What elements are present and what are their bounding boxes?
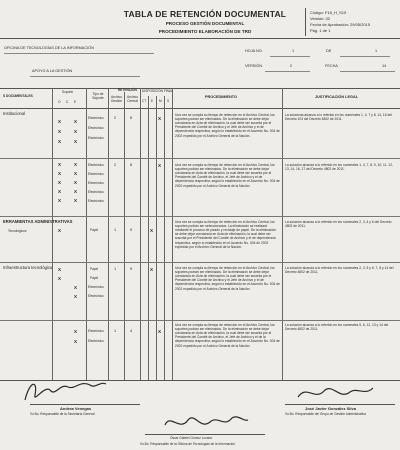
justificacion-cell: La solución alcanza a lo referido en los numerales 2, 3, 4 y 6 del Decreto 4802 de 2011. bbox=[285, 220, 392, 229]
col-soporte: Soporte bbox=[62, 90, 74, 94]
code-box bbox=[305, 8, 398, 36]
gestion-value: 2 bbox=[114, 163, 117, 167]
col-line bbox=[124, 92, 125, 380]
procedimiento-cell: Una vez se cumpla su tiempo de retención en el Archivo Central, los soportes podrán ser eliminados. De la eliminación se debe dejar constancia en Acta de eliminación, la cual debe ser suscrita por el Presidente del Comité de Archivo y el Jefe de Archivo y el de dependencia respectiva, según lo establecido en el Acuerdo No. 004 de 2002 expedido por el Archivo General de la Nación. bbox=[175, 113, 280, 138]
procedimiento-cell: Una vez se cumpla su tiempo de retención en el Archivo Central, los soportes podrán ser eliminados. De la eliminación se debe dejar constancia en Acta de eliminación, la cual debe ser suscrita por el Presidente del Comité de Archivo, el Jefe de Archivo y el de dependencia respectiva, según lo establecido en el Acuerdo No. 004 de 2002 expedido por el Archivo General de la Nación. bbox=[175, 163, 280, 188]
tipo-cell: Electrónico bbox=[88, 190, 104, 194]
code-line: Pág. 1 de 1 bbox=[310, 28, 331, 33]
tipo-cell: Electrónico bbox=[88, 181, 104, 185]
mark-x: X bbox=[74, 339, 78, 344]
fecha-value: 14 bbox=[382, 64, 387, 68]
col-line bbox=[148, 96, 149, 380]
mark-x: X bbox=[74, 189, 78, 194]
signer-right-name: José Javier González Silva bbox=[305, 406, 356, 411]
divider bbox=[4, 53, 154, 54]
mark-x: X bbox=[74, 285, 78, 290]
divider bbox=[265, 71, 310, 72]
procedimiento-cell: Una vez se cumpla su tiempo de retención en el Archivo Central, los soportes podrán ser eliminados. De la eliminación se debe dejar constancia en Acta de eliminación, la cual debe ser suscrita por el Presidente del Comité de Archivo y el Jefe de Archivo y el de dependencia respectiva, según lo establecido en el Acuerdo No. 004 de 2002 expedido por el Archivo General de la Nación. bbox=[175, 266, 280, 291]
mark-x: X bbox=[74, 119, 78, 124]
document-title: TABLA DE RETENCIÓN DOCUMENTAL bbox=[123, 9, 287, 19]
col-line bbox=[108, 88, 109, 380]
row-line bbox=[0, 262, 400, 263]
sop-o: O bbox=[58, 100, 61, 104]
divider bbox=[340, 56, 390, 57]
mark-x: X bbox=[158, 329, 162, 334]
document-subtitle-2: PROCEDIMIENTO ELABORACIÓN DE TRD bbox=[158, 29, 252, 34]
tipo-cell: Papel bbox=[90, 276, 99, 280]
gestion-value: 1 bbox=[114, 228, 117, 232]
col-central: Archivo Central bbox=[127, 95, 138, 104]
disp-m: M bbox=[159, 99, 162, 103]
table-border bbox=[0, 88, 400, 89]
mark-x: X bbox=[74, 139, 78, 144]
col-disposicion: DISPOSICIÓN FINAL bbox=[142, 89, 173, 93]
justificacion-cell: La soluciona alcanza a lo referido en los numerales 1, 4, 7 y 8, 14, 16 del Decreto 103 del Decreto 4802 de 2011. bbox=[285, 113, 392, 122]
series-label: Infraestructura tecnológica bbox=[3, 265, 53, 270]
col-line bbox=[52, 88, 53, 380]
mark-x: X bbox=[58, 228, 62, 233]
signer-right-role: Vo.Bo. Responsable del Grupo de Gestión Administrativa bbox=[285, 412, 366, 416]
signature-line bbox=[285, 404, 395, 405]
procedimiento-cell: Una vez se cumpla su tiempo de retención en el Archivo Central, los soportes podrán ser eliminados. De la eliminación se debe dejar constancia en Acta de eliminación, la cual debe ser suscrita por el Presidente del Comité de Archivo, el Jefe de Archivo y el de la dependencia respectiva, según lo establecido en el Acuerdo No. 004 de 2002 expedido por el Archivo General de la Nación. bbox=[175, 323, 280, 348]
mark-x: X bbox=[58, 189, 62, 194]
mark-x: X bbox=[58, 267, 62, 272]
signature-right bbox=[295, 382, 375, 404]
support-label: APOYO A LA GESTIÓN bbox=[32, 69, 73, 73]
disp-e: E bbox=[151, 99, 154, 103]
col-procedimiento: PROCEDIMIENTO bbox=[205, 95, 237, 99]
sop-c: C bbox=[66, 100, 69, 104]
mark-x: X bbox=[74, 171, 78, 176]
code-line: Código: F16_H_S10 bbox=[310, 10, 347, 15]
mark-x: X bbox=[74, 129, 78, 134]
hoja-label: HOJA NO. bbox=[245, 49, 263, 53]
signature-line bbox=[30, 404, 140, 405]
document-subtitle: PROCESO GESTIÓN DOCUMENTAL bbox=[165, 21, 245, 26]
signer-center-name: Óscar Gabriel Gómez Lozano bbox=[170, 436, 213, 440]
col-tipo: Tipo de Soporte bbox=[92, 92, 104, 101]
col-line bbox=[140, 88, 141, 380]
mark-x: X bbox=[158, 116, 162, 121]
table-border bbox=[0, 108, 400, 109]
code-line: Fecha de Aprobación: 29/05/2015 bbox=[310, 22, 371, 27]
mark-x: X bbox=[58, 198, 62, 203]
col-line bbox=[282, 88, 283, 380]
mark-x: X bbox=[74, 198, 78, 203]
signer-left-role: Vo.Bo. Responsable de la Secretaría General bbox=[30, 412, 95, 416]
tipo-cell: Electrónico bbox=[88, 163, 104, 167]
central-value: 4 bbox=[130, 329, 133, 333]
gestion-value: 2 bbox=[114, 116, 117, 120]
mark-x: X bbox=[58, 180, 62, 185]
tipo-cell: Electrónico bbox=[88, 339, 104, 343]
signature-center bbox=[160, 410, 250, 435]
sop-e: E bbox=[74, 100, 77, 104]
tipo-cell: Papel bbox=[90, 228, 99, 232]
tipo-cell: Electrónico bbox=[88, 116, 104, 120]
series-label: Institucional bbox=[3, 111, 26, 116]
office-label: OFICINA DE TECNOLOGÍAS DE LA INFORMACIÓN bbox=[4, 46, 94, 50]
procedimiento-cell: Una vez se cumpla su tiempo de retención en el Archivo Central, los soportes podrán ser seleccionados. La eliminación se realizará mediante el proceso de picado y reciclaje de papel. De la eliminación se debe dejar constancia en Acta de eliminación, la cual debe ser suscrita por el Presidente del Comité de Archivo y el de dependencia respectiva, según lo establecido en el Acuerdo No. 004 de 2002 expedido por el Archivo General de la Nación. bbox=[175, 220, 276, 249]
divider bbox=[30, 76, 140, 77]
row-line bbox=[0, 320, 400, 321]
col-justificacion: JUSTIFICACIÓN LEGAL bbox=[315, 95, 359, 99]
central-value: 9 bbox=[130, 267, 133, 271]
row-line bbox=[0, 216, 400, 217]
tipo-cell: Electrónico bbox=[88, 172, 104, 176]
fecha-label: FECHA bbox=[325, 64, 338, 68]
divider bbox=[340, 71, 395, 72]
mark-x: X bbox=[150, 228, 154, 233]
col-series: S DOCUMENTALES bbox=[3, 94, 33, 98]
tipo-cell: Papel bbox=[90, 267, 99, 271]
col-gestion: Archivo Gestión bbox=[110, 95, 123, 104]
subseries-label: Tecnológicos bbox=[8, 229, 27, 233]
de-label: DE bbox=[326, 49, 332, 53]
hoja-value: 1 bbox=[292, 49, 295, 53]
mark-x: X bbox=[58, 119, 62, 124]
series-label: ERRAMIENTAS ADMINISTRATIVAS bbox=[3, 219, 73, 224]
tipo-cell: Electrónico bbox=[88, 329, 104, 333]
mark-x: X bbox=[58, 162, 62, 167]
central-value: 8 bbox=[130, 163, 133, 167]
tipo-cell: Electrónico bbox=[88, 294, 104, 298]
gestion-value: 1 bbox=[114, 329, 117, 333]
tipo-cell: Electrónico bbox=[88, 199, 104, 203]
signer-left-name: Andrea Venegas bbox=[60, 406, 92, 411]
col-retencion: RETENCIÓN bbox=[118, 88, 137, 92]
version-label: VERSIÓN bbox=[245, 64, 263, 68]
signer-center-role: Vo.Bo. Responsable de la Oficina de Tecnologías de la Información bbox=[140, 442, 236, 446]
justificacion-cell: La solución alcanza a lo referido en los numerales 1, 4, 7, 8, 9, 10, 11, 12, 13, 14, 16, 17 del Decreto 4802 de 2011. bbox=[285, 163, 393, 172]
disp-ct: CT bbox=[142, 99, 147, 103]
divider bbox=[0, 38, 400, 39]
col-line bbox=[156, 96, 157, 380]
disp-s: S bbox=[167, 99, 170, 103]
justificacion-cell: La solución alcanza a lo referido en los numerales 2, 3, 5 y 6, 7, 8 y 14 del Decreto 4802 de 2011. bbox=[285, 266, 394, 275]
version-value: 2 bbox=[290, 64, 293, 68]
divider bbox=[270, 56, 310, 57]
tipo-cell: Electrónico bbox=[88, 285, 104, 289]
tipo-cell: Electrónico bbox=[88, 126, 104, 130]
mark-x: X bbox=[74, 329, 78, 334]
de-value: 1 bbox=[375, 49, 378, 53]
row-line bbox=[0, 158, 400, 159]
code-line: Versión: 02 bbox=[310, 16, 331, 21]
central-value: 8 bbox=[130, 116, 133, 120]
mark-x: X bbox=[58, 129, 62, 134]
tipo-cell: Electrónico bbox=[88, 136, 104, 140]
gestion-value: 1 bbox=[114, 267, 117, 271]
mark-x: X bbox=[74, 162, 78, 167]
central-value: 9 bbox=[130, 228, 133, 232]
mark-x: X bbox=[58, 171, 62, 176]
mark-x: X bbox=[158, 163, 162, 168]
justificacion-cell: La solución alcanza a lo referido en los numerales 5, 6, 12, 13 y 14 del Decreto 4802 de 2011. bbox=[285, 323, 389, 332]
mark-x: X bbox=[74, 180, 78, 185]
col-line bbox=[172, 88, 173, 380]
col-line bbox=[86, 88, 87, 380]
mark-x: X bbox=[74, 294, 78, 299]
signature-line bbox=[145, 434, 265, 435]
mark-x: X bbox=[58, 139, 62, 144]
col-line bbox=[164, 96, 165, 380]
mark-x: X bbox=[58, 276, 62, 281]
signature-left bbox=[20, 375, 110, 405]
mark-x: X bbox=[150, 267, 154, 272]
